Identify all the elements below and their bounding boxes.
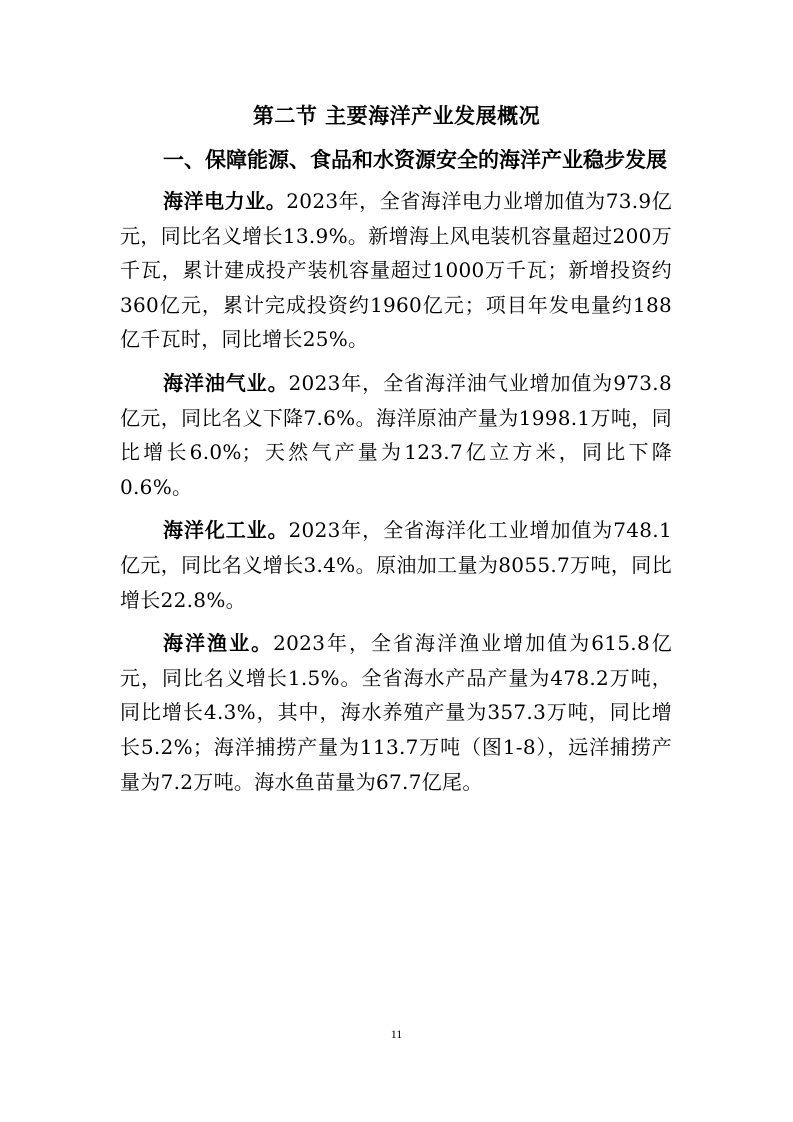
section-title: 第二节 主要海洋产业发展概况	[252, 103, 541, 128]
paragraph-lead: 海洋化工业。	[163, 518, 289, 543]
page-number: 11	[390, 1027, 403, 1041]
paragraph-text: 2023年，全省海洋化工业增加值为748.1亿元，同比名义增长3.4%。原油加工量为8055.7万吨，同比增长22.8%。	[120, 518, 672, 612]
paragraph-lead: 海洋渔业。	[163, 631, 274, 656]
paragraph-text: 2023年，全省海洋渔业增加值为615.8亿元，同比名义增长1.5%。全省海水产品产量为478.2万吨，同比增长4.3%，其中，海水养殖产量为357.3万吨，同比增长5.2%；海洋捕捞产量为113.7万吨（图1-8），远洋捕捞产量为7.2万吨。海水鱼苗量为67.7亿尾。	[120, 631, 672, 794]
paragraph-lead: 海洋电力业。	[163, 189, 287, 213]
paragraph-text: 2023年，全省海洋电力业增加值为73.9亿元，同比名义增长13.9%。新增海上风电装机容量超过200万千瓦，累计建成投产装机容量超过1000万千瓦；新增投资约360亿元，累计完成投资约1960亿元；项目年发电量约188亿千瓦时，同比增长25%。	[120, 189, 672, 352]
paragraph-lead: 海洋油气业。	[163, 370, 289, 395]
paragraph-marine-oil-gas	[120, 366, 672, 504]
paragraph-marine-fishery	[120, 626, 672, 799]
body-text	[120, 184, 672, 808]
subsection-title: 一、保障能源、食品和水资源安全的海洋产业稳步发展	[163, 147, 667, 172]
paragraph-marine-power	[120, 184, 672, 357]
paragraph-marine-chemical	[120, 513, 672, 617]
paragraph-text: 2023年，全省海洋油气业增加值为973.8亿元，同比名义下降7.6%。海洋原油产量为1998.1万吨，同比增长6.0%；天然气产量为123.7亿立方米，同比下降0.6%。	[120, 370, 672, 499]
